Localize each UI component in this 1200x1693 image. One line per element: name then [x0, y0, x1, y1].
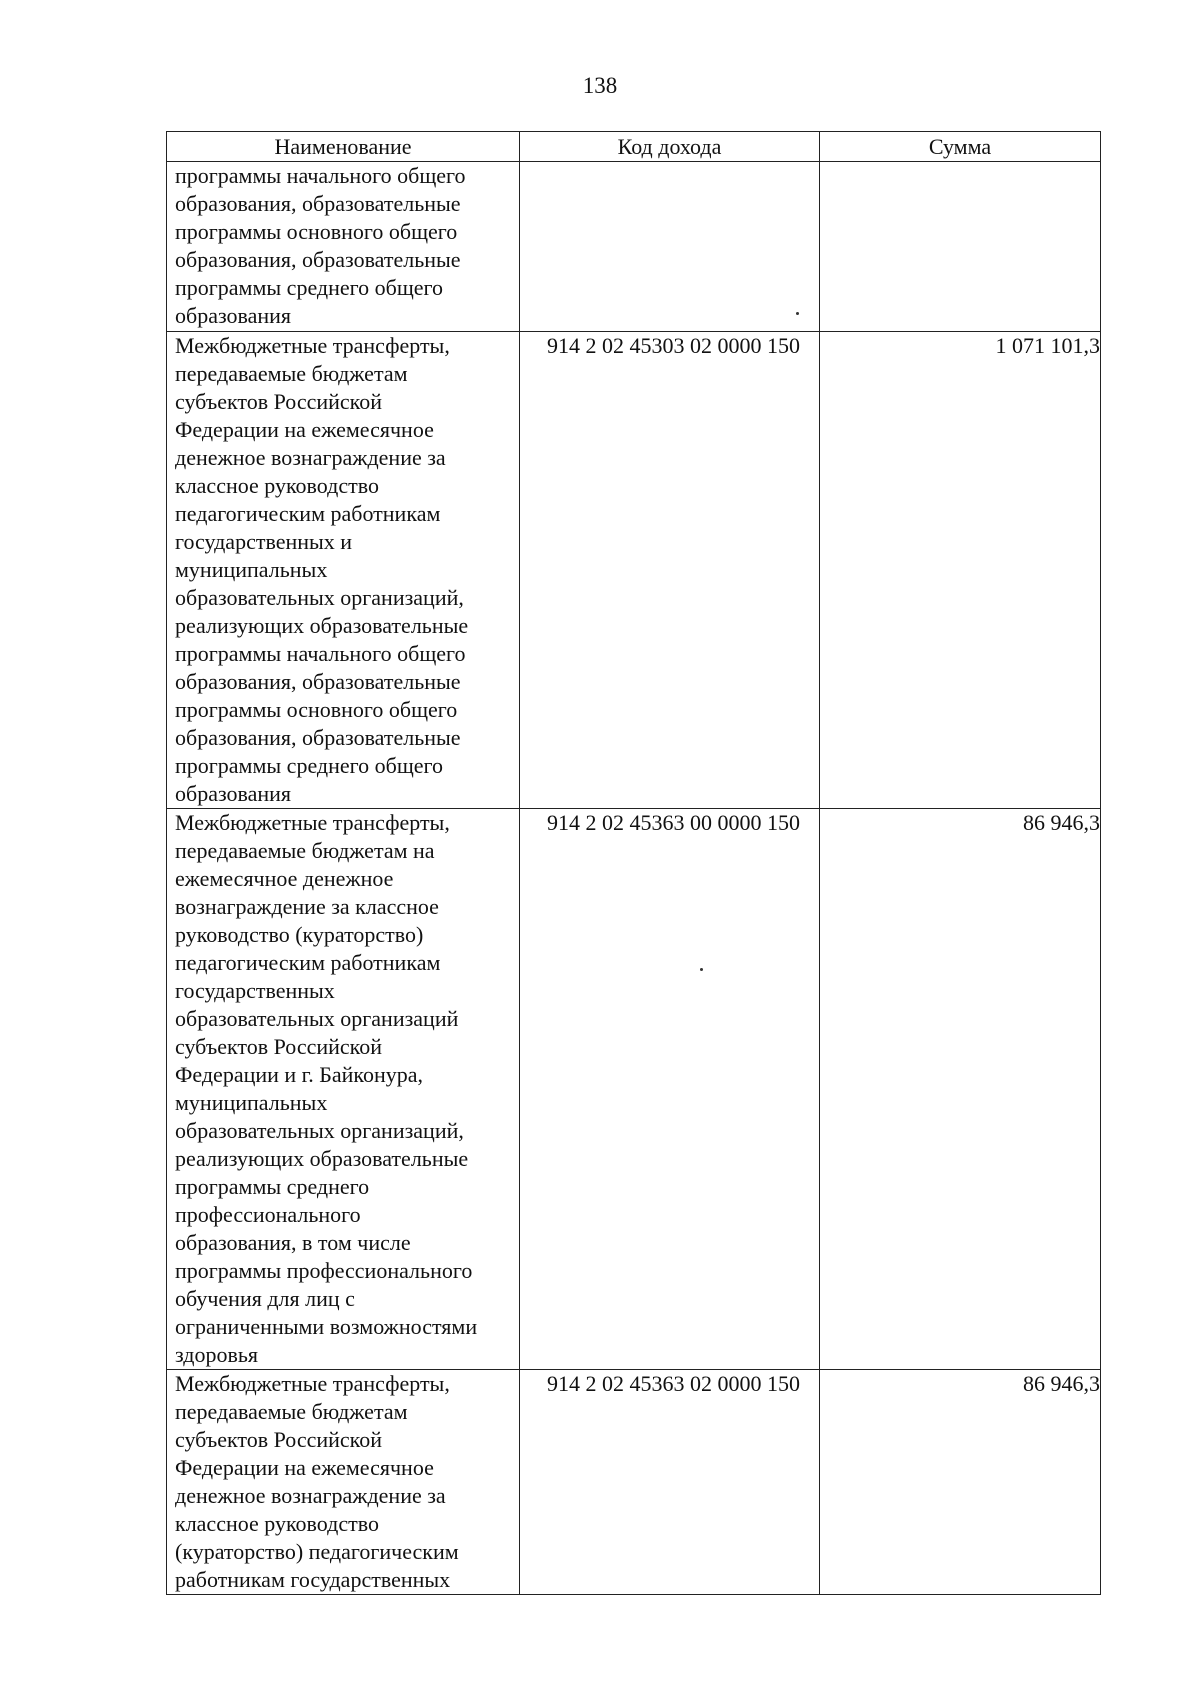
name-line: программы основного общего [175, 697, 458, 722]
name-line: ежемесячное денежное [175, 866, 394, 891]
name-line: программы профессионального [175, 1258, 473, 1283]
name-line: Межбюджетные трансферты, [175, 333, 450, 358]
scan-speck [700, 968, 703, 971]
row-sum-cell [820, 162, 1101, 332]
name-line: классное руководство [175, 1511, 379, 1536]
name-line: (кураторство) педагогическим [175, 1539, 459, 1564]
name-line: передаваемые бюджетам [175, 361, 408, 386]
name-line: государственных [175, 978, 335, 1003]
name-line: программы основного общего [175, 219, 458, 244]
header-sum: Сумма [820, 132, 1101, 162]
name-line: Федерации и г. Байконура, [175, 1062, 423, 1087]
name-line: руководство (кураторство) [175, 922, 424, 947]
row-code-cell [520, 162, 820, 332]
row-name-cell [167, 162, 520, 332]
table-header-row [167, 132, 1101, 162]
name-line: государственных и [175, 529, 353, 554]
row-sum-cell: 1 071 101,3 [820, 332, 1101, 809]
name-line: профессионального [175, 1202, 361, 1227]
name-line: обучения для лиц с [175, 1286, 355, 1311]
header-code: Код дохода [520, 132, 820, 162]
name-line: муниципальных [175, 1090, 328, 1115]
name-line: образования, образовательные [175, 669, 461, 694]
page-number: 138 [582, 73, 618, 98]
table-row [167, 332, 1101, 809]
name-line: образования, в том числе [175, 1230, 411, 1255]
name-line: муниципальных [175, 557, 328, 582]
name-line: образовательных организаций, [175, 1118, 464, 1143]
name-line: Федерации на ежемесячное [175, 1455, 434, 1480]
name-line: субъектов Российской [175, 1427, 383, 1452]
row-name-cell [167, 1370, 520, 1595]
name-line: педагогическим работникам [175, 950, 441, 975]
name-line: программы начального общего [175, 163, 466, 188]
name-line: субъектов Российской [175, 389, 383, 414]
name-line: образования, образовательные [175, 247, 461, 272]
name-line: реализующих образовательные [175, 613, 469, 638]
name-line: педагогическим работникам [175, 501, 441, 526]
row-code-cell: 914 2 02 45363 02 0000 150 [520, 1370, 820, 1595]
name-line: вознаграждение за классное [175, 894, 439, 919]
name-line: программы начального общего [175, 641, 466, 666]
name-line: реализующих образовательные [175, 1146, 469, 1171]
row-name-cell [167, 809, 520, 1370]
row-name-cell [167, 332, 520, 809]
table-row [167, 162, 1101, 332]
name-line: образовательных организаций, [175, 585, 464, 610]
name-line: передаваемые бюджетам на [175, 838, 435, 863]
name-line: образовательных организаций [175, 1006, 459, 1031]
name-line: работникам государственных [175, 1567, 451, 1592]
name-line: образования [175, 303, 292, 328]
name-line: программы среднего общего [175, 753, 444, 778]
revenue-table [166, 131, 1101, 1595]
name-line: передаваемые бюджетам [175, 1399, 408, 1424]
row-code-cell: 914 2 02 45363 00 0000 150 [520, 809, 820, 1370]
name-line: ограниченными возможностями [175, 1314, 478, 1339]
name-line: программы среднего [175, 1174, 370, 1199]
name-line: программы среднего общего [175, 275, 444, 300]
name-line: образования [175, 781, 292, 806]
name-line: Федерации на ежемесячное [175, 417, 434, 442]
header-name: Наименование [167, 132, 520, 162]
name-line: образования, образовательные [175, 191, 461, 216]
table-row [167, 1370, 1101, 1595]
name-line: субъектов Российской [175, 1034, 383, 1059]
name-line: здоровья [175, 1342, 259, 1367]
name-line: Межбюджетные трансферты, [175, 1371, 450, 1396]
row-sum-cell: 86 946,3 [820, 1370, 1101, 1595]
name-line: Межбюджетные трансферты, [175, 810, 450, 835]
row-code-cell: 914 2 02 45303 02 0000 150 [520, 332, 820, 809]
name-line: образования, образовательные [175, 725, 461, 750]
name-line: денежное вознаграждение за [175, 1483, 446, 1508]
name-line: денежное вознаграждение за [175, 445, 446, 470]
table-row [167, 809, 1101, 1370]
name-line: классное руководство [175, 473, 379, 498]
scan-speck [796, 312, 799, 315]
row-sum-cell: 86 946,3 [820, 809, 1101, 1370]
